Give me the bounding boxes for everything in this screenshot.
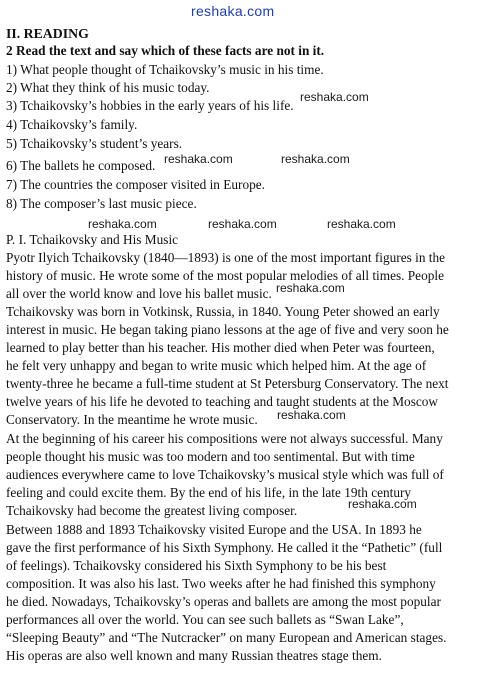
text-line: His operas are also well known and many Russian theatres stage them. [6, 648, 382, 663]
watermark[interactable]: reshaka.com [88, 217, 157, 231]
text-line: history of music. He wrote some of the most popular melodies of all times. People [6, 268, 444, 283]
text-line: gave the first performance of his Sixth Symphony. He called it the “Pathetic” (full [6, 540, 443, 555]
watermark[interactable]: reshaka.com [164, 152, 233, 166]
text-line: “Sleeping Beauty” and “The Nutcracker” on many European and American stages. [6, 630, 447, 645]
fact-item: 6) The ballets he composed. [6, 158, 156, 173]
watermark[interactable]: reshaka.com [281, 152, 350, 166]
fact-item: 4) Tchaikovsky’s family. [6, 117, 138, 132]
watermark[interactable]: reshaka.com [276, 281, 345, 295]
text-line: people thought his music was too modern and too sentimental. But with time [6, 449, 415, 464]
watermark[interactable]: reshaka.com [277, 408, 346, 422]
text-line: he felt very unhappy and began to write music which helped him. At the age of [6, 358, 427, 373]
text-line: interest in music. He began taking piano lessons at the age of five and very soon he [6, 322, 449, 337]
text-line: composition. It was also his last. Two weeks after he had finished this symphony [6, 576, 436, 591]
text-line: Tchaikovsky was born in Votkinsk, Russia, in 1840. Young Peter showed an early [6, 304, 440, 319]
text-line: he died. Nowadays, Tchaikovsky’s operas and ballets are among the most popular [6, 594, 441, 609]
text-line: performances all over the world. You can see such ballets as “Swan Lake”, [6, 612, 404, 627]
text-title: P. I. Tchaikovsky and His Music [6, 232, 179, 247]
text-line: At the beginning of his career his compositions were not always successful. Many [6, 431, 443, 446]
text-line: Pyotr Ilyich Tchaikovsky (1840—1893) is one of the most important figures in the [6, 250, 446, 265]
watermark[interactable]: reshaka.com [300, 90, 369, 104]
fact-item: 3) Tchaikovsky’s hobbies in the early years of his life. [6, 98, 294, 113]
text-line: learned to play better than his teacher. His mother died when Peter was fourteen, [6, 340, 435, 355]
fact-item: 2) What they think of his music today. [6, 80, 210, 95]
text-line: Tchaikovsky had become the greatest living composer. [6, 503, 298, 518]
fact-item: 5) Tchaikovsky’s student’s years. [6, 136, 183, 151]
task-title: 2 Read the text and say which of these facts are not in it. [6, 43, 325, 58]
text-line: twelve years of his life he devoted to teaching and taught students at the Moscow [6, 394, 439, 409]
text-line: twenty-three he became a full-time student at St Petersburg Conservatory. The next [6, 376, 449, 391]
watermark-top[interactable]: reshaka.com [191, 3, 275, 19]
text-line: Between 1888 and 1893 Tchaikovsky visited Europe and the USA. In 1893 he [6, 522, 422, 537]
fact-item: 7) The countries the composer visited in Europe. [6, 177, 265, 192]
watermark[interactable]: reshaka.com [208, 217, 277, 231]
fact-item: 1) What people thought of Tchaikovsky’s music in his time. [6, 62, 324, 77]
text-line: all over the world know and love his ballet music. [6, 286, 272, 301]
text-line: of feelings). Tchaikovsky considered his Sixth Symphony to be his best [6, 558, 387, 573]
text-line: feeling and could excite them. By the end of his life, in the late 19th century [6, 485, 412, 500]
watermark[interactable]: reshaka.com [327, 217, 396, 231]
text-line: Conservatory. In the meantime he wrote music. [6, 412, 258, 427]
watermark[interactable]: reshaka.com [348, 497, 417, 511]
text-line: audiences everywhere came to love Tchaikovsky’s musical style which was full of [6, 467, 444, 482]
section-title: II. READING [6, 26, 89, 41]
fact-item: 8) The composer’s last music piece. [6, 196, 197, 211]
